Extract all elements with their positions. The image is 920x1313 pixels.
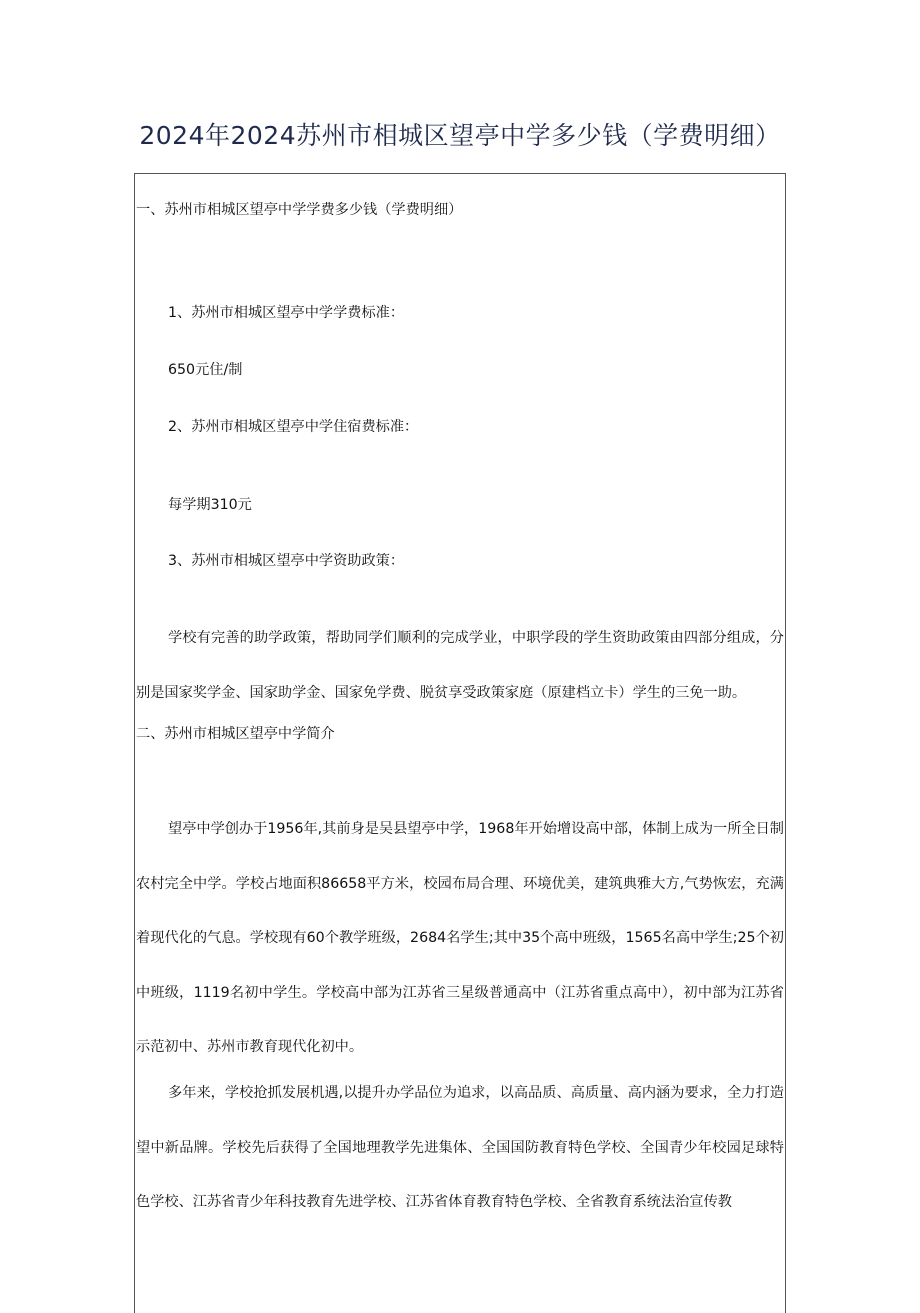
section1-heading: 一、苏州市相城区望亭中学学费多少钱（学费明细）	[136, 202, 463, 218]
school-intro-paragraph-1: 望亭中学创办于1956年,其前身是吴县望亭中学，1968年开始增设高中部，体制上成为一所全日制农村完全中学。学校占地面积86658平方米，校园布局合理、环境优美，建筑典雅大方,气势恢宏，充满着现代化的气息。学校现有60个教学班级，2684名学生;其中35个高中班级，1565名高中学生;25个初中班级，1119名初中学生。学校高中部为江苏省三星级普通高中（江苏省重点高中），初中部为江苏省示范初中、苏州市教育现代化初中。	[136, 821, 784, 1055]
financial-aid-paragraph: 学校有完善的助学政策，帮助同学们顺利的完成学业，中职学段的学生资助政策由四部分组成，分别是国家奖学金、国家助学金、国家免学费、脱贫享受政策家庭（原建档立卡）学生的三免一助。	[136, 630, 784, 701]
document-title: 2024年2024苏州市相城区望亭中学多少钱（学费明细）	[139, 121, 781, 150]
accommodation-fee-value: 每学期310元	[168, 497, 252, 513]
fee-standard-value: 650元住/制	[168, 362, 243, 378]
accommodation-fee-label: 2、苏州市相城区望亭中学住宿费标准：	[168, 419, 419, 435]
school-intro-paragraph-2: 多年来，学校抢抓发展机遇,以提升办学品位为追求，以高品质、高质量、高内涵为要求，全力打造望中新品牌。学校先后获得了全国地理教学先进集体、全国国防教育特色学校、全国青少年校园足球特色学校、江苏省青少年科技教育先进学校、江苏省体育教育特色学校、全省教育系统法治宣传教	[136, 1085, 784, 1210]
section2-heading: 二、苏州市相城区望亭中学简介	[136, 726, 335, 742]
content-box	[134, 173, 786, 1313]
fee-standard-label: 1、苏州市相城区望亭中学学费标准：	[168, 305, 405, 321]
financial-aid-label: 3、苏州市相城区望亭中学资助政策：	[168, 553, 405, 569]
